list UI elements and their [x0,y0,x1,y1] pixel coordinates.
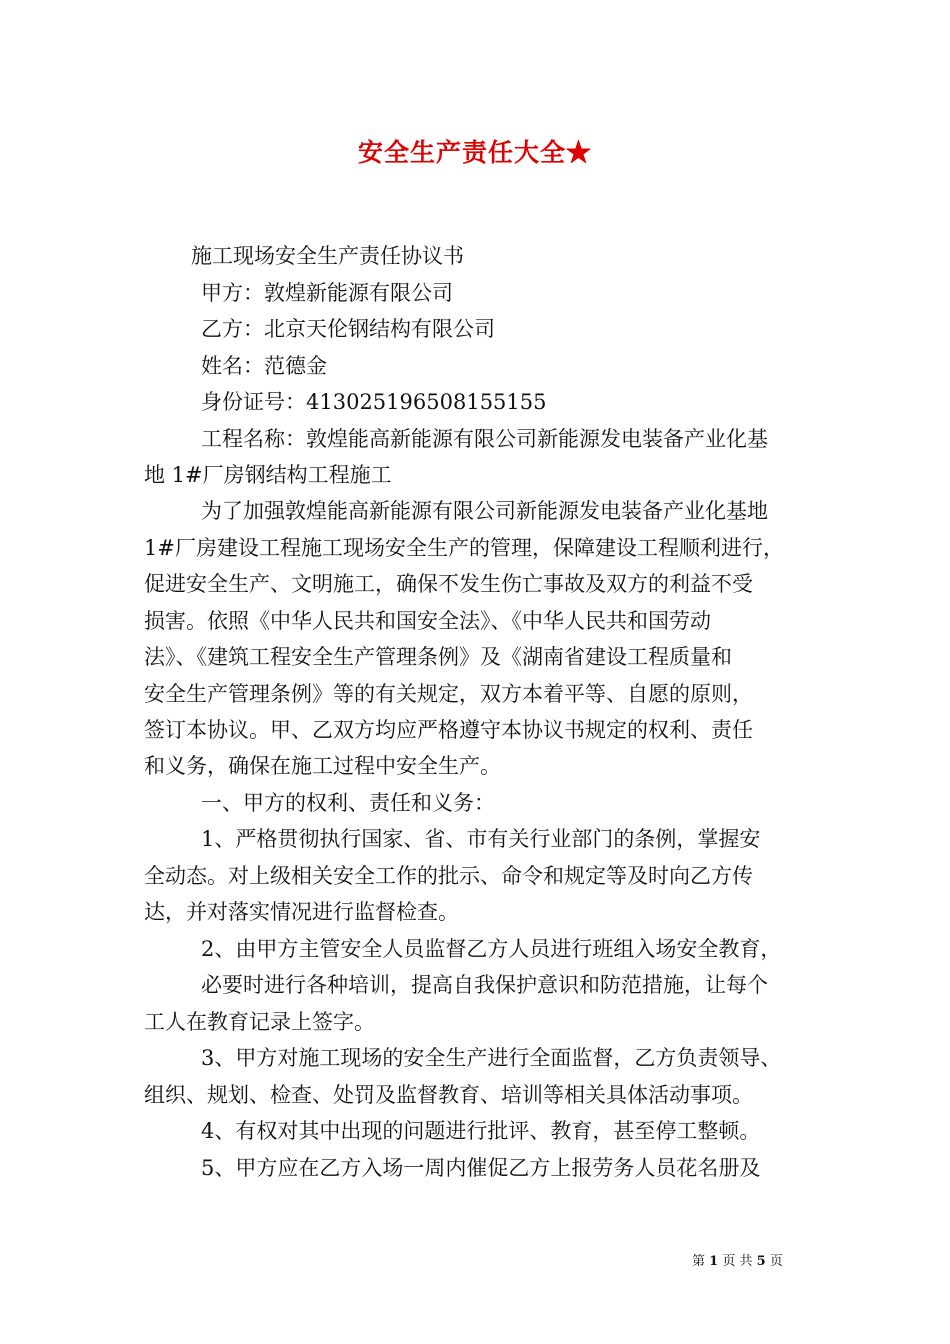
footer-prefix: 第 [692,1254,706,1269]
text-line: 法》、《建筑工程安全生产管理条例》及《湖南省建设工程质量和 [144,645,732,669]
text-line: 损害。依照《中华人民共和国安全法》、《中华人民共和国劳动 [144,609,711,633]
section-heading: 一、甲方的权利、责任和义务： [201,791,495,815]
text-line: 达，并对落实情况进行监督检查。 [144,900,459,924]
text-line: 为了加强敦煌能高新能源有限公司新能源发电装备产业化基地 [201,499,768,523]
total-page-number: 5 [756,1254,766,1269]
text-line: 必要时进行各种培训，提高自我保护意识和防范措施，让每个 [201,973,768,997]
text-line: 工人在教育记录上签字。 [144,1010,375,1034]
text-line: 签订本协议。甲、乙双方均应严格遵守本协议书规定的权利、责任 [144,718,753,742]
text-line: 4、有权对其中出现的问题进行批评、教育，甚至停工整顿。 [201,1119,761,1143]
text-line: 1、严格贯彻执行国家、省、市有关行业部门的条例，掌握安 [201,827,761,851]
footer-middle: 页 共 [722,1254,753,1269]
text-line: 工程名称：敦煌能高新能源有限公司新能源发电装备产业化基 [201,427,768,451]
text-line: 施工现场安全生产责任协议书 [191,244,464,268]
text-line: 组织、规划、检查、处罚及监督教育、培训等相关具体活动事项。 [144,1083,753,1107]
text-line: 身份证号：413025196508155155 [201,390,547,414]
text-line: 乙方：北京天伦钢结构有限公司 [201,317,495,341]
text-line: 地 1#厂房钢结构工程施工 [144,463,392,487]
text-line: 1#厂房建设工程施工现场安全生产的管理，保障建设工程顺利进行， [144,536,784,560]
text-line: 3、甲方对施工现场的安全生产进行全面监督，乙方负责领导、 [201,1046,782,1070]
text-line: 甲方：敦煌新能源有限公司 [201,281,453,305]
text-line: 5、甲方应在乙方入场一周内催促乙方上报劳务人员花名册及 [201,1156,761,1180]
text-line: 姓名：范德金 [201,354,327,378]
footer-suffix: 页 [769,1254,783,1269]
document-title: 安全生产责任大全★ [357,138,592,167]
text-line: 全动态。对上级相关安全工作的批示、命令和规定等及时向乙方传 [144,864,753,888]
text-line: 和义务，确保在施工过程中安全生产。 [144,754,501,778]
text-line: 安全生产管理条例》等的有关规定，双方本着平等、自愿的原则， [144,682,753,706]
page-footer [692,1250,783,1269]
text-line: 2、由甲方主管安全人员监督乙方人员进行班组入场安全教育， [201,937,782,961]
text-line: 促进安全生产、文明施工，确保不发生伤亡事故及双方的利益不受 [144,572,753,596]
current-page-number: 1 [709,1254,719,1269]
